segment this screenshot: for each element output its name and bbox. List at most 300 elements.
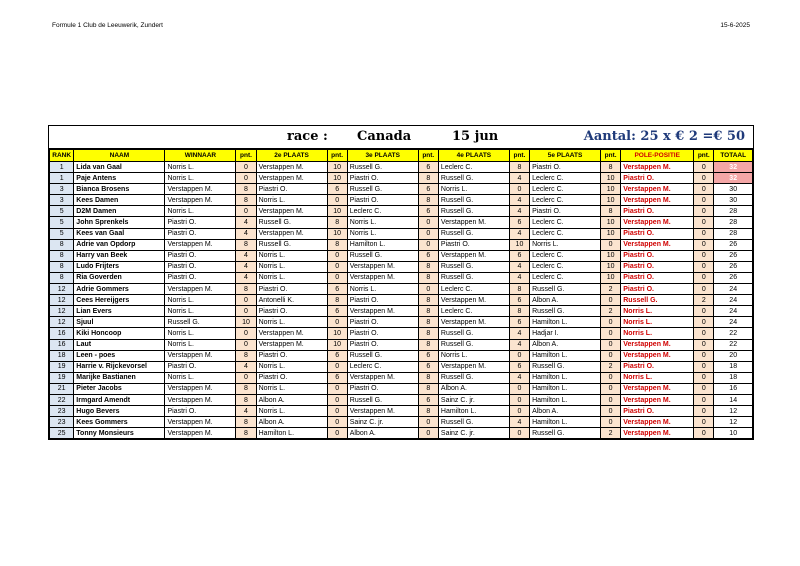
table-row: [50, 184, 753, 195]
table-cell: 8: [236, 383, 256, 394]
table-cell: 6: [327, 184, 347, 195]
table-cell: Kees van Gaal: [74, 228, 165, 239]
table-cell: Verstappen M.: [438, 361, 509, 372]
table-cell: Kees Damen: [74, 195, 165, 206]
table-cell: 0: [236, 372, 256, 383]
table-cell: 19: [50, 372, 74, 383]
table-cell: Verstappen M.: [165, 239, 236, 250]
table-cell: 10: [600, 195, 620, 206]
table-cell: Russell G.: [530, 284, 601, 295]
title-row: [49, 126, 753, 149]
table-cell: 6: [418, 361, 438, 372]
table-cell: 0: [600, 394, 620, 405]
table-cell: 10: [714, 428, 753, 439]
table-cell: 0: [327, 317, 347, 328]
table-row: [50, 383, 753, 394]
table-cell: 0: [694, 417, 714, 428]
table-cell: 10: [509, 239, 529, 250]
table-cell: 6: [509, 250, 529, 261]
table-cell: Norris L.: [621, 306, 694, 317]
table-cell: Russell G.: [438, 261, 509, 272]
club-name: Formule 1 Club de Leeuwerik, Zundert: [52, 22, 163, 29]
table-cell: 6: [418, 206, 438, 217]
table-cell: Verstappen M.: [347, 306, 418, 317]
table-row: [50, 428, 753, 439]
table-cell: 0: [509, 394, 529, 405]
table-cell: Verstappen M.: [165, 350, 236, 361]
table-row: [50, 295, 753, 306]
table-cell: Russell G.: [438, 173, 509, 184]
table-cell: Cees Hereijgers: [74, 295, 165, 306]
table-cell: Piastri O.: [621, 284, 694, 295]
table-cell: 12: [50, 284, 74, 295]
table-cell: Verstappen M.: [256, 206, 327, 217]
table-cell: Russell G.: [438, 195, 509, 206]
table-cell: 6: [327, 284, 347, 295]
table-cell: 2: [600, 306, 620, 317]
table-cell: 8: [418, 295, 438, 306]
table-cell: 0: [694, 195, 714, 206]
table-cell: 0: [327, 261, 347, 272]
table-cell: 0: [509, 184, 529, 195]
table-cell: 30: [714, 184, 753, 195]
table-cell: Verstappen M.: [621, 394, 694, 405]
table-cell: Piastri O.: [621, 361, 694, 372]
table-cell: 0: [694, 284, 714, 295]
table-cell: 0: [418, 228, 438, 239]
table-cell: Verstappen M.: [256, 328, 327, 339]
table-cell: Leclerc C.: [438, 162, 509, 173]
table-cell: Piastri O.: [256, 350, 327, 361]
table-cell: Piastri O.: [165, 406, 236, 417]
table-cell: Norris L.: [256, 406, 327, 417]
table-row: [50, 339, 753, 350]
table-cell: 26: [714, 272, 753, 283]
table-cell: Russell G.: [347, 394, 418, 405]
table-cell: Verstappen M.: [621, 350, 694, 361]
table-cell: Verstappen M.: [438, 217, 509, 228]
table-cell: Piastri O.: [621, 272, 694, 283]
table-cell: Albon A.: [438, 383, 509, 394]
table-cell: 8: [327, 217, 347, 228]
table-cell: 8: [50, 272, 74, 283]
table-cell: 12: [714, 417, 753, 428]
table-cell: 10: [600, 272, 620, 283]
results-sheet: [48, 125, 754, 440]
table-row: [50, 272, 753, 283]
table-cell: 23: [50, 406, 74, 417]
table-cell: Verstappen M.: [165, 394, 236, 405]
table-cell: 6: [327, 306, 347, 317]
table-cell: Leen - poes: [74, 350, 165, 361]
table-cell: Hamilton L.: [530, 317, 601, 328]
table-cell: Verstappen M.: [621, 195, 694, 206]
table-cell: 6: [327, 372, 347, 383]
table-cell: 8: [418, 306, 438, 317]
table-cell: Russell G.: [438, 272, 509, 283]
table-cell: Piastri O.: [347, 195, 418, 206]
table-cell: 10: [327, 162, 347, 173]
column-header: POLE-POSITIE: [621, 150, 694, 162]
table-row: [50, 206, 753, 217]
table-cell: Piastri O.: [256, 284, 327, 295]
table-row: [50, 250, 753, 261]
table-row: [50, 228, 753, 239]
table-cell: 0: [236, 339, 256, 350]
table-cell: 0: [600, 295, 620, 306]
table-cell: 0: [509, 350, 529, 361]
table-cell: 6: [509, 317, 529, 328]
table-cell: Verstappen M.: [438, 317, 509, 328]
table-cell: 8: [509, 284, 529, 295]
table-cell: Leclerc C.: [530, 228, 601, 239]
table-cell: Verstappen M.: [256, 228, 327, 239]
table-cell: Norris L.: [165, 306, 236, 317]
table-cell: Russell G.: [621, 295, 694, 306]
table-cell: Verstappen M.: [621, 217, 694, 228]
table-cell: Sainz C. jr.: [438, 428, 509, 439]
table-cell: Verstappen M.: [256, 162, 327, 173]
table-cell: 25: [50, 428, 74, 439]
table-row: [50, 284, 753, 295]
table-cell: Verstappen M.: [438, 295, 509, 306]
table-cell: 2: [600, 361, 620, 372]
table-cell: 4: [509, 228, 529, 239]
table-cell: Antonelli K.: [256, 295, 327, 306]
table-cell: Russell G.: [438, 206, 509, 217]
table-cell: Piastri O.: [621, 250, 694, 261]
table-cell: Piastri O.: [256, 306, 327, 317]
table-cell: Verstappen M.: [621, 239, 694, 250]
table-cell: Norris L.: [256, 195, 327, 206]
table-cell: 18: [50, 350, 74, 361]
table-cell: 0: [236, 206, 256, 217]
table-cell: 0: [418, 284, 438, 295]
table-cell: Piastri O.: [347, 173, 418, 184]
table-cell: 0: [600, 350, 620, 361]
table-cell: 26: [714, 239, 753, 250]
table-cell: Ria Goverden: [74, 272, 165, 283]
race-date: 15 jun: [452, 129, 499, 144]
table-cell: 0: [327, 361, 347, 372]
table-cell: 0: [600, 328, 620, 339]
table-cell: Norris L.: [530, 239, 601, 250]
table-row: [50, 372, 753, 383]
table-cell: Kees Gommers: [74, 417, 165, 428]
table-cell: Albon A.: [530, 295, 601, 306]
table-cell: 6: [509, 295, 529, 306]
table-cell: 0: [694, 328, 714, 339]
table-row: [50, 417, 753, 428]
table-cell: Russell G.: [347, 184, 418, 195]
table-cell: Norris L.: [347, 228, 418, 239]
table-row: [50, 162, 753, 173]
table-body: [50, 162, 753, 439]
table-cell: Leclerc C.: [438, 284, 509, 295]
table-cell: Leclerc C.: [530, 250, 601, 261]
table-cell: 0: [694, 339, 714, 350]
table-cell: Piastri O.: [165, 250, 236, 261]
race-label: race :: [287, 129, 328, 144]
table-cell: Russell G.: [347, 350, 418, 361]
table-cell: 4: [509, 339, 529, 350]
table-cell: Norris L.: [621, 317, 694, 328]
table-cell: 0: [327, 406, 347, 417]
table-cell: 4: [236, 228, 256, 239]
table-cell: Russell G.: [438, 328, 509, 339]
table-cell: 8: [418, 195, 438, 206]
table-cell: 22: [714, 339, 753, 350]
table-cell: Norris L.: [256, 272, 327, 283]
standings-table: [49, 149, 753, 439]
table-cell: Laut: [74, 339, 165, 350]
table-cell: Verstappen M.: [347, 372, 418, 383]
table-cell: 8: [418, 406, 438, 417]
table-row: [50, 350, 753, 361]
table-cell: Hamilton L.: [347, 239, 418, 250]
column-header: pnt.: [236, 150, 256, 162]
table-cell: Verstappen M.: [165, 428, 236, 439]
table-cell: 0: [327, 428, 347, 439]
table-cell: 8: [50, 250, 74, 261]
table-cell: Ludo Frijters: [74, 261, 165, 272]
table-cell: Norris L.: [256, 361, 327, 372]
table-cell: 8: [418, 372, 438, 383]
table-cell: Hamilton L.: [530, 372, 601, 383]
table-cell: 23: [50, 417, 74, 428]
table-cell: 14: [714, 394, 753, 405]
table-cell: 0: [694, 428, 714, 439]
table-cell: 8: [236, 417, 256, 428]
table-cell: 8: [509, 306, 529, 317]
table-cell: Norris L.: [256, 317, 327, 328]
table-cell: 6: [418, 350, 438, 361]
table-cell: Norris L.: [438, 184, 509, 195]
table-cell: Irmgard Amendt: [74, 394, 165, 405]
table-cell: Sjuul: [74, 317, 165, 328]
table-cell: Harry van Beek: [74, 250, 165, 261]
table-cell: 8: [327, 295, 347, 306]
table-cell: 2: [600, 428, 620, 439]
table-cell: 0: [509, 383, 529, 394]
table-cell: John Sprenkels: [74, 217, 165, 228]
table-cell: 6: [418, 184, 438, 195]
table-cell: Norris L.: [256, 383, 327, 394]
table-cell: 10: [327, 328, 347, 339]
table-row: [50, 217, 753, 228]
table-cell: Norris L.: [438, 350, 509, 361]
table-cell: 0: [600, 339, 620, 350]
table-cell: 0: [236, 173, 256, 184]
table-cell: Norris L.: [165, 339, 236, 350]
table-cell: Norris L.: [621, 372, 694, 383]
table-cell: 10: [327, 173, 347, 184]
table-cell: Russell G.: [438, 372, 509, 383]
aantal-total: Aantal: 25 x € 2 =€ 50: [583, 129, 745, 144]
table-cell: 0: [236, 162, 256, 173]
table-cell: Lida van Gaal: [74, 162, 165, 173]
table-cell: 6: [418, 162, 438, 173]
table-cell: 16: [50, 328, 74, 339]
table-cell: Leclerc C.: [530, 261, 601, 272]
table-cell: 0: [600, 317, 620, 328]
table-cell: Verstappen M.: [621, 184, 694, 195]
table-cell: 16: [714, 383, 753, 394]
table-cell: 8: [418, 317, 438, 328]
table-cell: Tonny Monsieurs: [74, 428, 165, 439]
table-cell: Piastri O.: [621, 261, 694, 272]
table-cell: 4: [236, 272, 256, 283]
table-cell: 8: [236, 239, 256, 250]
table-cell: 8: [418, 272, 438, 283]
table-cell: 6: [509, 217, 529, 228]
table-cell: Hamilton L.: [438, 406, 509, 417]
table-cell: Sainz C. jr.: [438, 394, 509, 405]
column-header: pnt.: [600, 150, 620, 162]
table-cell: Norris L.: [165, 206, 236, 217]
table-cell: 8: [236, 350, 256, 361]
table-cell: 0: [600, 383, 620, 394]
table-cell: Paje Antens: [74, 173, 165, 184]
table-cell: 6: [418, 394, 438, 405]
table-row: [50, 261, 753, 272]
table-cell: 4: [236, 217, 256, 228]
table-cell: 8: [418, 339, 438, 350]
table-cell: Piastri O.: [347, 339, 418, 350]
table-cell: Verstappen M.: [347, 261, 418, 272]
table-cell: 22: [714, 328, 753, 339]
table-cell: 1: [50, 173, 74, 184]
column-header: pnt.: [509, 150, 529, 162]
table-cell: 0: [694, 394, 714, 405]
table-cell: 0: [509, 428, 529, 439]
table-cell: 4: [236, 361, 256, 372]
column-header: RANK: [50, 150, 74, 162]
table-cell: Verstappen M.: [165, 195, 236, 206]
table-cell: Russell G.: [256, 217, 327, 228]
table-cell: Verstappen M.: [165, 417, 236, 428]
table-row: [50, 195, 753, 206]
table-cell: Sainz C. jr.: [347, 417, 418, 428]
table-cell: 10: [600, 228, 620, 239]
table-cell: 26: [714, 261, 753, 272]
table-cell: 4: [236, 406, 256, 417]
table-row: [50, 317, 753, 328]
table-cell: 24: [714, 306, 753, 317]
table-cell: 4: [236, 261, 256, 272]
table-cell: Leclerc C.: [530, 173, 601, 184]
table-cell: Bianca Brosens: [74, 184, 165, 195]
table-cell: 6: [418, 250, 438, 261]
table-row: [50, 239, 753, 250]
table-cell: 8: [236, 284, 256, 295]
column-header: pnt.: [694, 150, 714, 162]
table-cell: 26: [714, 250, 753, 261]
table-cell: 0: [236, 328, 256, 339]
table-cell: D2M Damen: [74, 206, 165, 217]
table-cell: Adrie Gommers: [74, 284, 165, 295]
table-cell: Piastri O.: [621, 206, 694, 217]
table-cell: Piastri O.: [438, 239, 509, 250]
table-cell: 8: [600, 206, 620, 217]
table-cell: 18: [714, 361, 753, 372]
table-cell: 28: [714, 206, 753, 217]
table-cell: 8: [600, 162, 620, 173]
table-cell: 8: [236, 184, 256, 195]
table-cell: Marijke Bastianen: [74, 372, 165, 383]
table-row: [50, 361, 753, 372]
table-cell: Adrie van Opdorp: [74, 239, 165, 250]
table-cell: 12: [50, 317, 74, 328]
table-cell: 0: [694, 239, 714, 250]
column-header: 4e PLAATS: [438, 150, 509, 162]
table-cell: 8: [236, 394, 256, 405]
table-cell: 0: [694, 228, 714, 239]
table-cell: 4: [509, 417, 529, 428]
table-cell: Verstappen M.: [621, 162, 694, 173]
table-cell: 5: [50, 217, 74, 228]
table-cell: 2: [694, 295, 714, 306]
table-cell: 4: [509, 261, 529, 272]
table-cell: Russell G.: [530, 428, 601, 439]
table-cell: 18: [714, 372, 753, 383]
table-cell: Harrie v. Rijckevorsel: [74, 361, 165, 372]
table-cell: Norris L.: [165, 372, 236, 383]
table-cell: Hamilton L.: [256, 428, 327, 439]
table-cell: Hamilton L.: [530, 394, 601, 405]
table-cell: Norris L.: [165, 162, 236, 173]
table-cell: Piastri O.: [165, 217, 236, 228]
table-cell: 8: [236, 428, 256, 439]
table-cell: 28: [714, 228, 753, 239]
table-cell: 4: [509, 272, 529, 283]
table-cell: 0: [418, 217, 438, 228]
table-cell: Hamilton L.: [530, 350, 601, 361]
table-cell: 8: [236, 195, 256, 206]
table-cell: 0: [327, 383, 347, 394]
table-cell: 19: [50, 361, 74, 372]
table-cell: 4: [509, 372, 529, 383]
table-cell: 0: [694, 306, 714, 317]
table-cell: 12: [50, 306, 74, 317]
table-cell: Norris L.: [256, 250, 327, 261]
table-cell: Russell G.: [165, 317, 236, 328]
table-cell: Albon A.: [347, 428, 418, 439]
table-cell: 0: [327, 394, 347, 405]
table-cell: Norris L.: [621, 328, 694, 339]
table-cell: Piastri O.: [347, 328, 418, 339]
table-cell: Piastri O.: [530, 206, 601, 217]
table-cell: 8: [50, 239, 74, 250]
column-header: pnt.: [418, 150, 438, 162]
table-cell: 8: [418, 328, 438, 339]
table-cell: 10: [600, 217, 620, 228]
table-cell: 0: [236, 295, 256, 306]
table-cell: 28: [714, 217, 753, 228]
table-cell: Albon A.: [530, 339, 601, 350]
table-cell: 0: [418, 239, 438, 250]
table-cell: 0: [327, 417, 347, 428]
table-cell: Russell G.: [438, 339, 509, 350]
table-cell: Piastri O.: [165, 261, 236, 272]
table-cell: Pieter Jacobs: [74, 383, 165, 394]
column-header: WINNAAR: [165, 150, 236, 162]
table-cell: 5: [50, 206, 74, 217]
table-cell: Verstappen M.: [438, 250, 509, 261]
table-cell: 0: [694, 217, 714, 228]
table-cell: 0: [694, 383, 714, 394]
table-cell: Lian Evers: [74, 306, 165, 317]
